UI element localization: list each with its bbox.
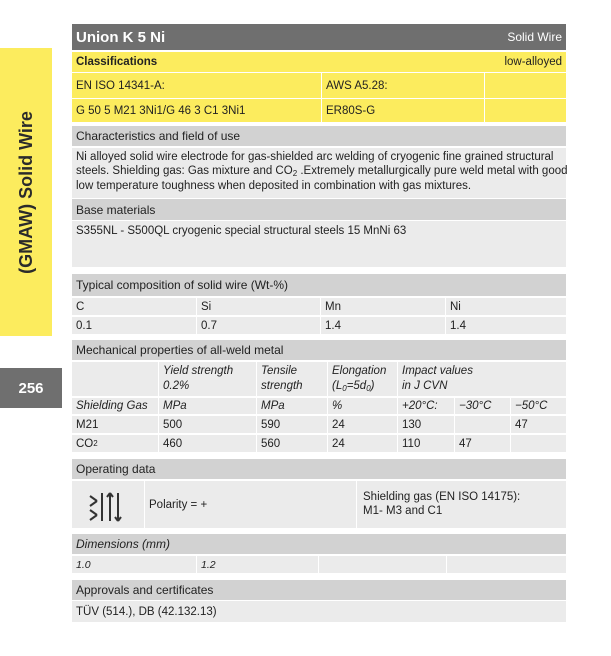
tensile-strength-header: Tensile strength (256, 361, 327, 396)
product-category: Solid Wire (507, 30, 562, 44)
dimension-blank (318, 555, 446, 573)
composition-value: 1.4 (320, 316, 445, 334)
mech-header-blank (72, 361, 158, 396)
mech-row-impact-30 (454, 415, 510, 433)
dimension-blank (446, 555, 566, 573)
mechanical-heading: Mechanical properties of all-weld metal (72, 340, 566, 360)
composition-element: C (72, 297, 196, 315)
mech-row-impact-50: 47 (510, 415, 566, 433)
value-en-iso: G 50 5 M21 3Ni1/G 46 3 C1 3Ni1 (72, 98, 321, 122)
side-title: (GMAW) Solid Wire (15, 110, 36, 274)
polarity-icon-cell (72, 480, 144, 528)
classifications-heading: Classifications (72, 52, 566, 72)
characteristics-body (72, 148, 566, 198)
mech-row-yield: 500 (158, 415, 256, 433)
page-number: 256 (0, 368, 62, 408)
mech-row-gas: CO 2 (72, 434, 158, 452)
base-materials-text: S355NL - S500QL cryogenic special structural steels 15 MnNi 63 (72, 221, 566, 267)
unit-tensile: MPa (256, 397, 327, 414)
dimensions-heading: Dimensions (mm) (72, 534, 566, 554)
mech-row-elongation: 24 (327, 415, 397, 433)
dimension-value: 1.2 (196, 555, 318, 573)
standard-en-iso: EN ISO 14341-A: (72, 72, 321, 98)
mech-row-impact-20: 130 (397, 415, 454, 433)
dc-polarity-icon (72, 481, 144, 529)
impact-values-header: Impact values in J CVN (397, 361, 566, 396)
operating-shielding-gas: Shielding gas (EN ISO 14175): M1- M3 and C1 (356, 480, 566, 528)
value-aws: ER80S-G (321, 98, 484, 122)
unit-yield: MPa (158, 397, 256, 414)
approvals-text: TÜV (514.), DB (42.132.13) (72, 601, 566, 622)
characteristics-heading: Characteristics and field of use (72, 126, 566, 146)
standard-aws: AWS A5.28: (321, 72, 484, 98)
mech-row-tensile: 590 (256, 415, 327, 433)
yield-strength-header: Yield strength 0.2% (158, 361, 256, 396)
composition-element: Ni (445, 297, 566, 315)
classification-blank-cell (484, 72, 566, 98)
approvals-heading: Approvals and certificates (72, 580, 566, 600)
mech-row-yield: 460 (158, 434, 256, 452)
mech-row-impact-30: 47 (454, 434, 510, 452)
unit-impact-50: −50°C (510, 397, 566, 414)
composition-element: Mn (320, 297, 445, 315)
characteristics-line: Ni alloyed solid wire electrode for gas-shielded arc welding of cryogenic fine grained structural (76, 151, 554, 163)
mech-row-impact-20: 110 (397, 434, 454, 452)
product-title: Union K 5 Ni (72, 24, 566, 50)
mech-row-tensile: 560 (256, 434, 327, 452)
classifications-type: low-alloyed (504, 56, 562, 68)
characteristics-line: low temperature toughness when deposited in combination with gas mixtures. (76, 180, 472, 192)
unit-impact-20: +20°C: (397, 397, 454, 414)
composition-value: 0.1 (72, 316, 196, 334)
operating-heading: Operating data (72, 459, 566, 479)
classification-blank-cell (484, 98, 566, 122)
characteristics-line: steels. Shielding gas: Gas mixture and $CO_2$ .Extremely metallurgically pure weld metal with good (76, 164, 568, 178)
base-materials-heading: Base materials (72, 199, 566, 220)
dimension-value: 1.0 (72, 555, 196, 573)
unit-elongation: % (327, 397, 397, 414)
composition-element: Si (196, 297, 320, 315)
composition-value: 1.4 (445, 316, 566, 334)
unit-impact-30: −30°C (454, 397, 510, 414)
composition-heading: Typical composition of solid wire (Wt-%) (72, 274, 566, 296)
mech-row-gas: M21 (72, 415, 158, 433)
polarity-text: Polarity = + (144, 480, 356, 528)
mech-row-elongation: 24 (327, 434, 397, 452)
mech-row-impact-50 (510, 434, 566, 452)
unit-shielding-gas: Shielding Gas (72, 397, 158, 414)
composition-value: 0.7 (196, 316, 320, 334)
elongation-header: Elongation $(L_0=5d_0)$ (327, 361, 397, 396)
